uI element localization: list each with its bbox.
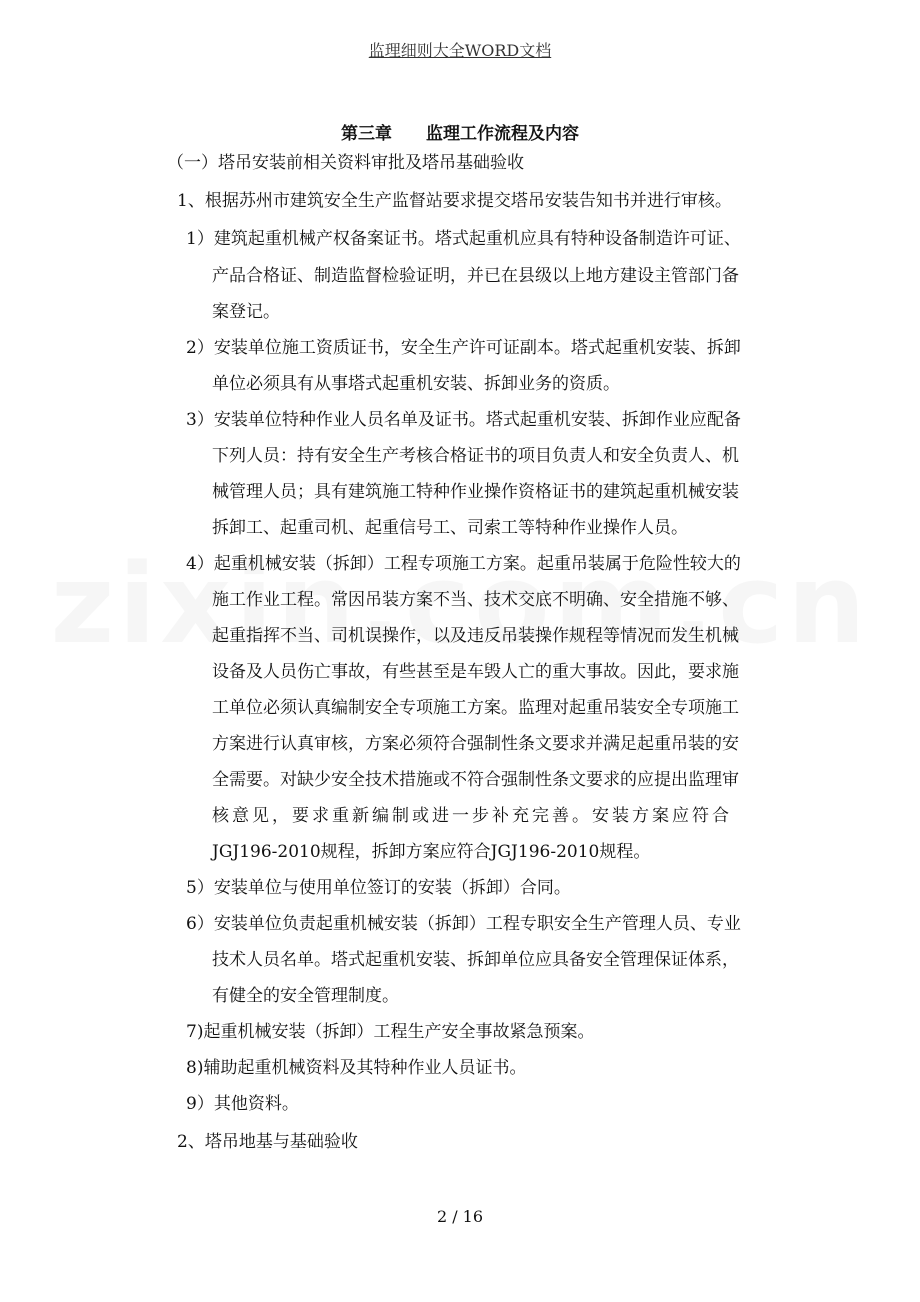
chapter-number: 第三章 [341,124,392,144]
chapter-title: 监理工作流程及内容 [426,124,579,144]
paragraph-line: 有健全的安全管理制度。 [212,986,399,1006]
item-heading-2: 2、塔吊地基与基础验收 [177,1132,358,1152]
paragraph-line: 核意见，要求重新编制或进一步补充完善。安装方案应符合 [212,806,732,826]
page-header: 监理细则大全WORD文档 [368,41,552,60]
chapter-heading [0,119,920,144]
paragraph-line: 7)起重机械安装（拆卸）工程生产安全事故紧急预案。 [186,1022,595,1042]
paragraph-line: 施工作业工程。常因吊装方案不当、技术交底不明确、安全措施不够、 [212,590,739,610]
page-number: 2 / 16 [436,1207,484,1226]
paragraph-line: 产品合格证、制造监督检验证明，并已在县级以上地方建设主管部门备 [212,266,739,286]
paragraph-line: 2）安装单位施工资质证书，安全生产许可证副本。塔式起重机安装、拆卸 [186,338,741,358]
paragraph-line: 8)辅助起重机械资料及其特种作业人员证书。 [186,1058,527,1078]
paragraph-line: 技术人员名单。塔式起重机安装、拆卸单位应具备安全管理保证体系， [212,950,739,970]
section-heading: （一）塔吊安装前相关资料审批及塔吊基础验收 [167,153,524,173]
paragraph-line: 设备及人员伤亡事故，有些甚至是车毁人亡的重大事故。因此，要求施 [212,662,739,682]
paragraph-line: 械管理人员；具有建筑施工特种作业操作资格证书的建筑起重机械安装 [212,482,739,502]
paragraph-line: 起重指挥不当、司机误操作，以及违反吊装操作规程等情况而发生机械 [212,626,739,646]
paragraph-line: 全需要。对缺少安全技术措施或不符合强制性条文要求的应提出监理审 [212,770,739,790]
item-heading-1: 1、根据苏州市建筑安全生产监督站要求提交塔吊安装告知书并进行审核。 [177,191,732,211]
paragraph-line: 单位必须具有从事塔式起重机安装、拆卸业务的资质。 [212,374,620,394]
paragraph-line: 下列人员：持有安全生产考核合格证书的项目负责人和安全负责人、机 [212,446,739,466]
paragraph-line: 3）安装单位特种作业人员名单及证书。塔式起重机安装、拆卸作业应配备 [186,410,741,430]
paragraph-line: 6）安装单位负责起重机械安装（拆卸）工程专职安全生产管理人员、专业 [186,914,741,934]
paragraph-line: 案登记。 [212,302,280,322]
paragraph-line: 9）其他资料。 [186,1094,299,1114]
paragraph-line: 拆卸工、起重司机、起重信号工、司索工等特种作业操作人员。 [212,518,688,538]
paragraph-line: 4）起重机械安装（拆卸）工程专项施工方案。起重吊装属于危险性较大的 [186,554,741,574]
paragraph-line: 工单位必须认真编制安全专项施工方案。监理对起重吊装安全专项施工 [212,698,739,718]
paragraph-line: 5）安装单位与使用单位签订的安装（拆卸）合同。 [186,878,571,898]
paragraph-line: JGJ196-2010规程，拆卸方案应符合JGJ196-2010规程。 [212,842,651,862]
paragraph-line: 1）建筑起重机械产权备案证书。塔式起重机应具有特种设备制造许可证、 [186,229,741,249]
paragraph-line: 方案进行认真审核，方案必须符合强制性条文要求并满足起重吊装的安 [212,734,739,754]
